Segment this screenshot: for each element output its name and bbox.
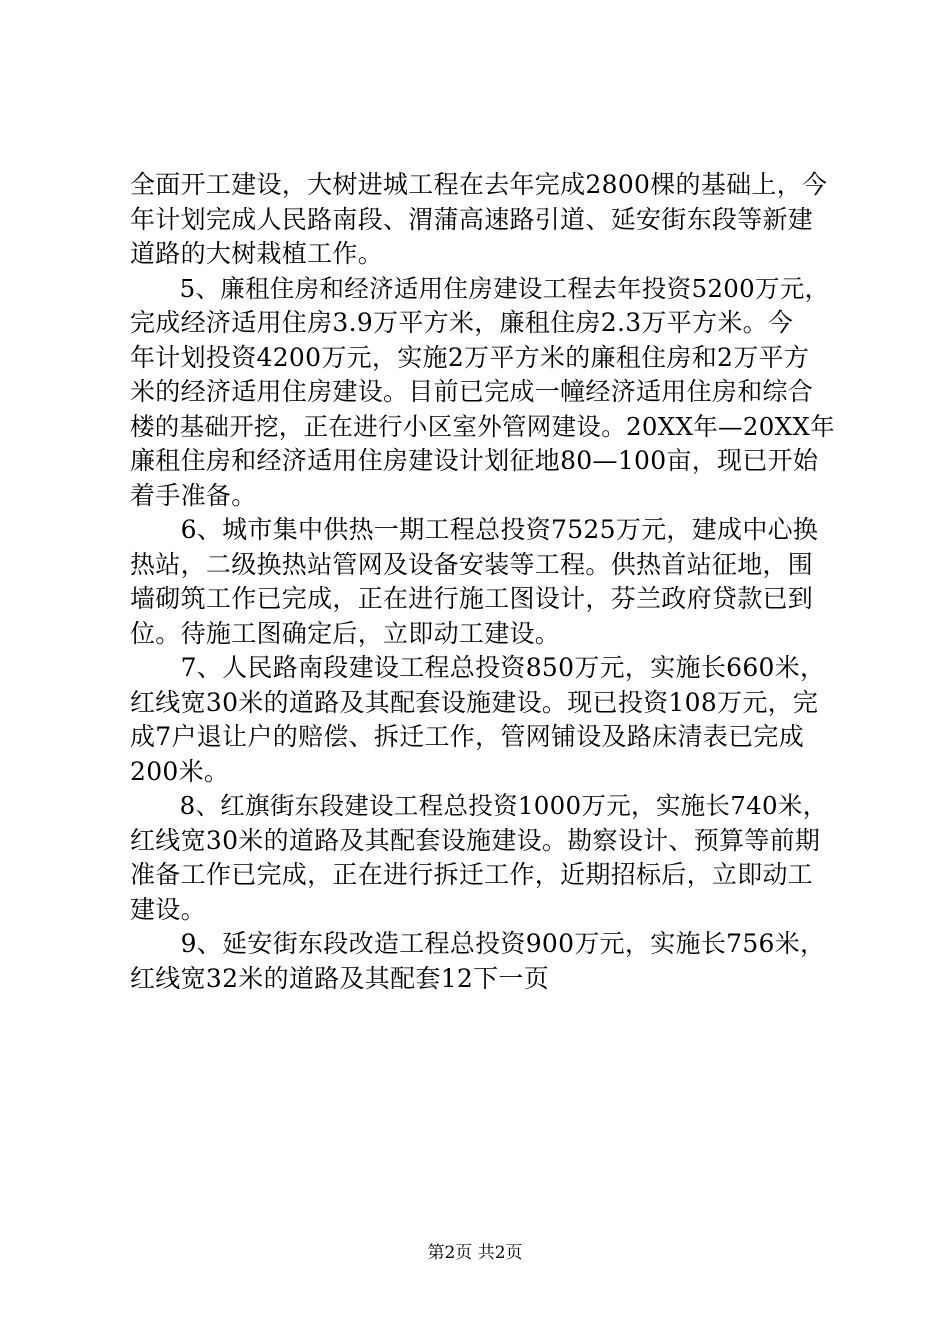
text-line: 楼的基础开挖，正在进行小区室外管网建设。20XX年—20XX年 — [130, 411, 835, 441]
text-line: 200米。 — [130, 756, 230, 786]
text-line: 5、廉租住房和经济适用住房建设工程去年投资5200万元， — [130, 273, 830, 303]
text-line: 位。待施工图确定后，立即动工建设。 — [130, 618, 561, 648]
text-line: 年计划完成人民路南段、渭蒲高速路引道、延安街东段等新建 — [130, 204, 814, 234]
text-line: 廉租住房和经济适用住房建设计划征地80—100亩，现已开始 — [130, 446, 819, 475]
text-line: 成7户退让户的赔偿、拆迁工作，管网铺设及路床清表已完成 — [130, 722, 805, 751]
text-line: 6、城市集中供热一期工程总投资7525万元，建成中心换 — [130, 515, 819, 544]
text-line: 道路的大树栽植工作。 — [130, 239, 384, 268]
text-line: 8、红旗街东段建设工程总投资1000万元，实施长740米， — [130, 791, 828, 820]
text-line: 7、人民路南段建设工程总投资850万元，实施长660米， — [130, 653, 826, 682]
text-line: 建设。 — [130, 894, 206, 924]
text-line: 9、延安街东段改造工程总投资900万元，实施长756米， — [130, 929, 826, 958]
text-line: 完成经济适用住房3.9万平方米，廉租住房2.3万平方米。今 — [130, 308, 794, 337]
text-line: 准备工作已完成，正在进行拆迁工作，近期招标后，立即动工 — [130, 860, 814, 889]
text-line: 红线宽32米的道路及其配套12下一页 — [130, 963, 550, 993]
text-line: 米的经济适用住房建设。目前已完成一幢经济适用住房和综合 — [130, 377, 814, 406]
text-line: 全面开工建设，大树进城工程在去年完成2800棵的基础上，今 — [130, 170, 828, 199]
document-body — [130, 168, 835, 996]
page-number-footer: 第2页 共2页 — [427, 1243, 523, 1263]
text-line: 红线宽30米的道路及其配套设施建设。现已投资108万元，完 — [130, 687, 819, 717]
text-line: 墙砌筑工作已完成，正在进行施工图设计，芬兰政府贷款已到 — [130, 584, 814, 613]
text-line: 红线宽30米的道路及其配套设施建设。勘察设计、预算等前期 — [130, 825, 821, 855]
text-line: 着手准备。 — [130, 480, 257, 510]
text-line: 年计划投资4200万元，实施2万平方米的廉租住房和2万平方 — [130, 342, 810, 372]
text-line: 热站，二级换热站管网及设备安装等工程。供热首站征地，围 — [130, 549, 814, 579]
